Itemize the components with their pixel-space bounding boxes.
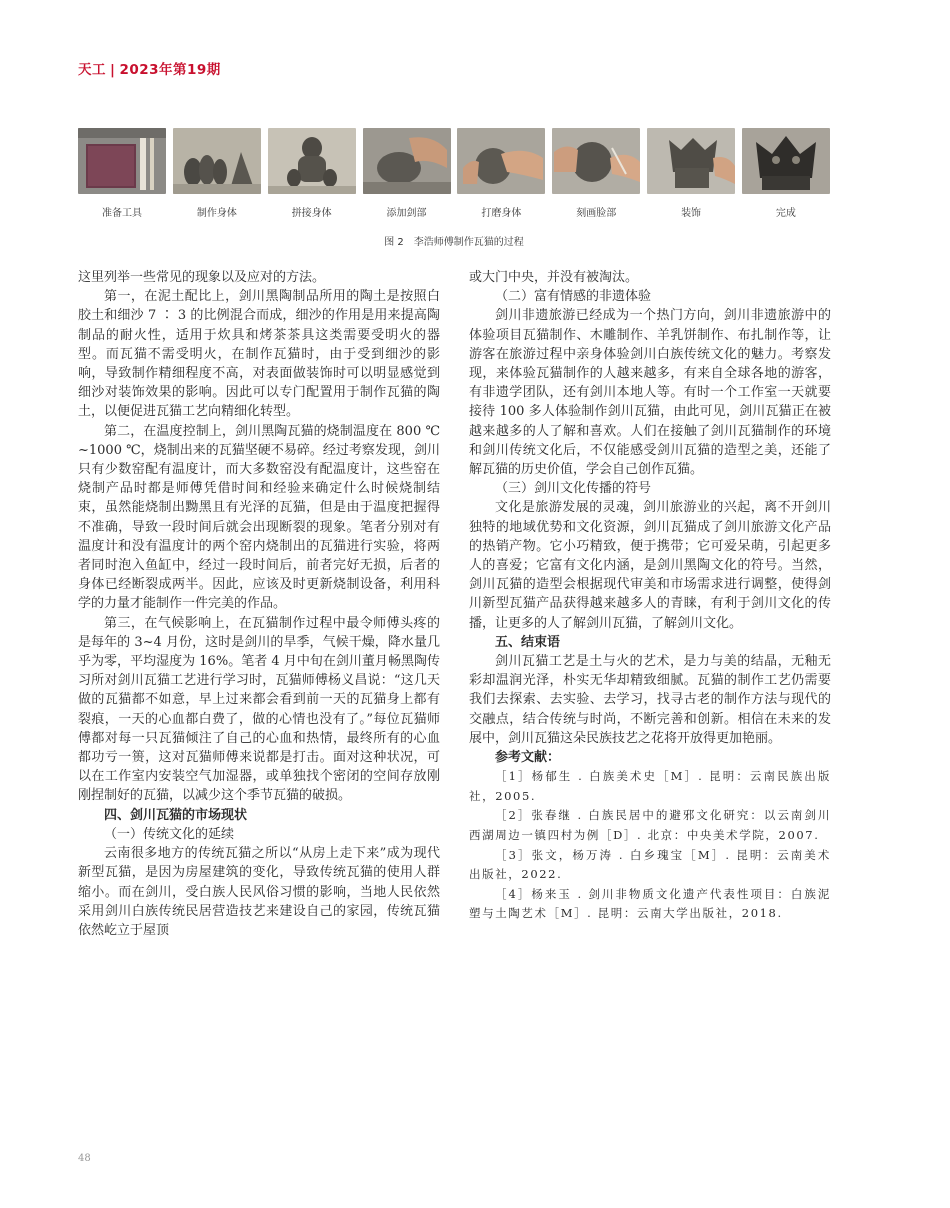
paragraph: 剑川瓦猫工艺是土与火的艺术，是力与美的结晶，无釉无彩却温润光泽，朴实无华却精致细腻。瓦猫的制作工艺仍需要我们去探索、去实验、去学习，找寻古老的制作方法与现代的交融点，结合传统与时尚，不断完善和创新。相信在未来的发展中，剑川瓦猫这朵民族技艺之花将开放得更加艳丽。 [469,654,831,746]
step-caption: 拼接身体 [291,208,332,219]
photo-captions [78,204,830,219]
step-caption: 制作身体 [196,208,237,219]
reference-item: ［1］杨郁生 . 白族美术史［M］. 昆明：云南民族出版社，2005. [469,769,831,803]
photo-make-body [173,128,261,194]
section-heading: 四、剑川瓦猫的市场现状 [104,807,248,823]
header-separator: | [110,62,116,78]
paragraph: 第三，在气候影响上，在瓦猫制作过程中最令师傅头疼的是每年的 3~4 月份，这时是剑川的旱季，气候干燥，降水量几乎为零，平均湿度为 16%。笔者 4 月中旬在剑川董月畅黑陶传习所对剑川瓦猫工艺进行学习时，瓦猫师傅杨义昌说：“这几天做的瓦猫都不如意，早上过来都会看到前一天的瓦猫身上都有裂痕，一天的心血都白费了，做的心情也没有了。”每位瓦猫师傅都对每一只瓦猫倾注了自己的心血和热情，最终所有的心血都功亏一篑，这对瓦猫师傅来说都是打击。面对这种状况，可以在工作室内安装空气加湿器，或单独找个密闭的空间存放刚刚捏制好的瓦猫，以减少这个季节瓦猫的破损。 [78,615,440,804]
photo-join-body [268,128,356,194]
photo-add-sword [363,128,451,194]
step-caption: 完成 [775,208,796,219]
photo-polish-body [457,128,545,194]
step-caption: 刻画脸部 [576,208,617,219]
process-figure [78,128,830,248]
photo-carve-face [552,128,640,194]
photo-prepare-tools [78,128,166,194]
left-column [78,268,440,940]
paragraph: 这里列举一些常见的现象以及应对的方法。 [78,270,326,285]
journal-issue: 2023年第19期 [119,62,221,78]
journal-name: 天工 [78,62,106,78]
reference-item: ［3］张文，杨万涛 . 白乡瑰宝［M］. 昆明：云南美术出版社，2022. [469,847,831,882]
paragraph: 第一，在泥土配比上，剑川黑陶制品所用的陶土是按照白胶土和细沙 7 ∶ 3 的比例混合而成，细沙的作用是用来提高陶制品的耐火性，适用于炊具和烤茶茶具这类需要受明火的器型。而瓦猫不需受明火，在制作瓦猫时，由于受到细沙的影响，导致制作精细程度不高，对表面做装饰时可以明显感觉到细沙对装饰效果的影响。因此可以专门配置用于制作瓦猫的陶土，以便促进瓦猫工艺向精细化转型。 [78,289,440,420]
section-heading: 五、结束语 [495,634,561,650]
page-number: 48 [78,1153,91,1164]
paragraph: 文化是旅游发展的灵魂，剑川旅游业的兴起，离不开剑川独特的地域优势和文化资源，剑川瓦猫成了剑川旅游文化产品的热销产物。它小巧精致，便于携带；它可爱呆萌，引起更多人的喜爱；它富有文化内涵，是剑川黑陶文化的符号。当然，剑川瓦猫的造型会根据现代审美和市场需求进行调整，使得剑川新型瓦猫产品获得越来越多人的青睐，有利于剑川文化的传播，让更多的人了解剑川瓦猫，了解剑川文化。 [469,500,831,631]
references-heading: 参考文献： [495,750,561,766]
reference-item: ［2］张春继 . 白族民居中的避邪文化研究：以云南剑川西湖周边一镇四村为例［D］. 北京：中央美术学院，2007. [469,808,831,843]
reference-item: ［4］杨来玉 . 剑川非物质文化遗产代表性项目：白族泥塑与土陶艺术［M］. 昆明：云南大学出版社，2018. [469,886,831,921]
photo-strip [78,128,830,194]
subsection-heading: （三）剑川文化传播的符号 [495,481,652,497]
step-caption: 添加剑部 [386,208,427,219]
paragraph: 第二，在温度控制上，剑川黑陶瓦猫的烧制温度在 800 ℃ ~1000 ℃，烧制出来的瓦猫坚硬不易碎。经过考察发现，剑川只有少数窑配有温度计，而大多数窑没有配温度计，这些窑在烧制产品时都是师傅凭借时间和经验来确定什么时候烧制结束，虽然能烧制出黝黑且有光泽的瓦猫，但是由于温度把握得不准确，导致一段时间后就会出现断裂的现象。笔者分别对有温度计和没有温度计的两个窑内烧制出的瓦猫进行实验，将两者同时泡入鱼缸中，经过一段时间后，前者完好无损，后者的身体已经断裂成两半。因此，应该及时更新烧制设备，利用科学的力量才能制作一件完美的作品。 [78,423,440,612]
photo-decorate [647,128,735,194]
step-caption: 准备工具 [102,208,142,219]
subsection-heading: （二）富有情感的非遗体验 [495,289,652,305]
right-column [469,268,831,924]
figure-caption: 图 2 李浩师傅制作瓦猫的过程 [384,237,524,248]
photo-finished [742,128,830,194]
step-caption: 打磨身体 [481,208,522,219]
journal-header [78,58,221,78]
paragraph: 云南很多地方的传统瓦猫之所以“从房上走下来”成为现代新型瓦猫，是因为房屋建筑的变化，导致传统瓦猫的使用人群缩小。而在剑川，受白族人民风俗习惯的影响，当地人民依然采用剑川白族传统民居营造技艺来建设自己的家园，传统瓦猫依然屹立于屋顶 [78,846,440,938]
paragraph: 或大门中央，并没有被淘汰。 [469,270,639,285]
subsection-heading: （一）传统文化的延续 [104,826,235,842]
paragraph: 剑川非遗旅游已经成为一个热门方向，剑川非遗旅游中的体验项目瓦猫制作、木雕制作、羊乳饼制作、布扎制作等，让游客在旅游过程中亲身体验剑川白族传统文化的魅力。考察发现，来体验瓦猫制作的人越来越多，有来自全球各地的游客，有非遗学团队，还有剑川本地人等。有时一个工作室一天就要接待 100 多人体验制作剑川瓦猫，由此可见，剑川瓦猫正在被越来越多的人了解和喜欢。人们在接触了剑川瓦猫制作的环境和剑川传统文化后，不仅能感受剑川瓦猫的造型之美，还能了解瓦猫的历史价值，学会自己创作瓦猫。 [469,308,831,478]
step-caption: 装饰 [681,208,702,219]
